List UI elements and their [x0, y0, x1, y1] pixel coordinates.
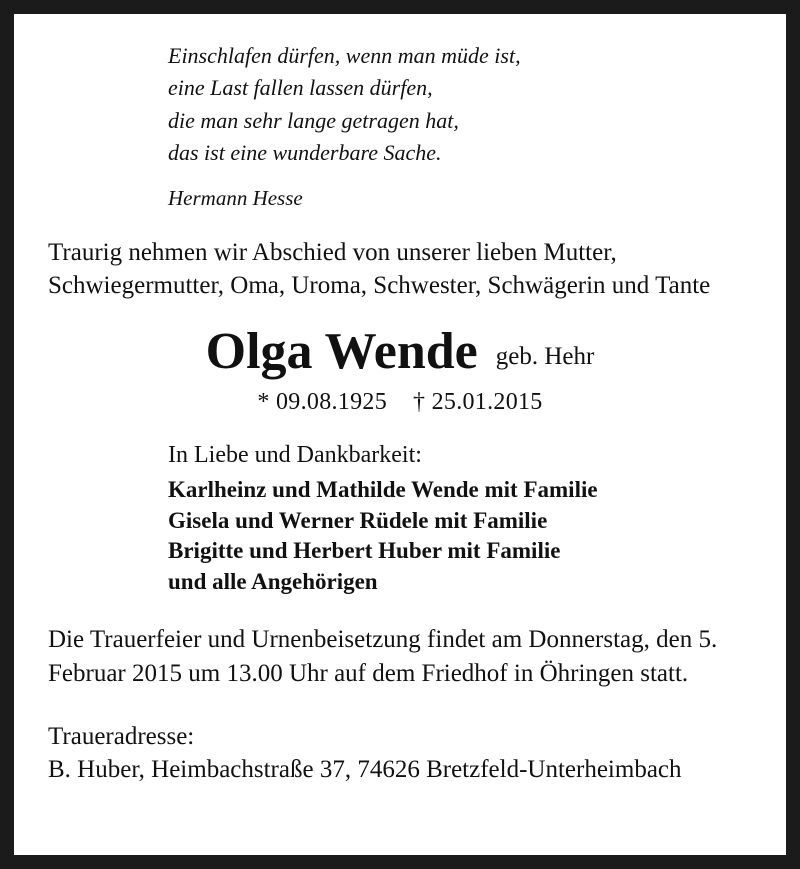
poem-author: Hermann Hesse: [168, 186, 303, 211]
survivor-line: Karlheinz und Mathilde Wende mit Familie: [168, 477, 598, 503]
deceased-name-block: [48, 322, 752, 381]
survivors-heading: In Liebe und Dankbarkeit:: [168, 442, 422, 469]
poem-block: [168, 40, 752, 214]
obituary-content: [48, 40, 752, 837]
poem-line-1: Einschlafen dürfen, wenn man müde ist,: [168, 43, 521, 68]
life-dates: [48, 389, 752, 416]
survivor-line: Gisela und Werner Rüdele mit Familie: [168, 507, 548, 533]
poem-line-2: eine Last fallen lassen dürfen,: [168, 75, 433, 101]
mourning-address-label: Traueradresse:: [48, 722, 195, 750]
survivors-block: [168, 442, 752, 597]
deceased-name: Olga Wende: [205, 323, 478, 381]
deceased-maiden-name: geb. Hehr: [495, 343, 595, 371]
mourning-address-line: B. Huber, Heimbachstraße 37, 74626 Bretzfeld-Unterheimbach: [48, 756, 682, 784]
poem-line-3: die man sehr lange getragen hat,: [168, 107, 459, 133]
survivor-line: Brigitte und Herbert Huber mit Familie: [168, 538, 561, 564]
poem-line-4: das ist eine wunderbare Sache.: [168, 139, 442, 165]
mourning-address-block: [48, 720, 752, 787]
death-date: † 25.01.2015: [413, 389, 543, 416]
survivor-line: und alle Angehörigen: [168, 568, 378, 594]
intro-text: Traurig nehmen wir Abschied von unserer lieben Mutter, Schwiegermutter, Oma, Uroma, Schwester, Schwägerin und Tante: [48, 239, 711, 300]
ceremony-text: Die Trauerfeier und Urnenbeisetzung findet am Donnerstag, den 5. Februar 2015 um 13.00 Uhr auf dem Friedhof in Öhringen statt.: [48, 626, 718, 687]
birth-date: * 09.08.1925: [257, 389, 387, 416]
